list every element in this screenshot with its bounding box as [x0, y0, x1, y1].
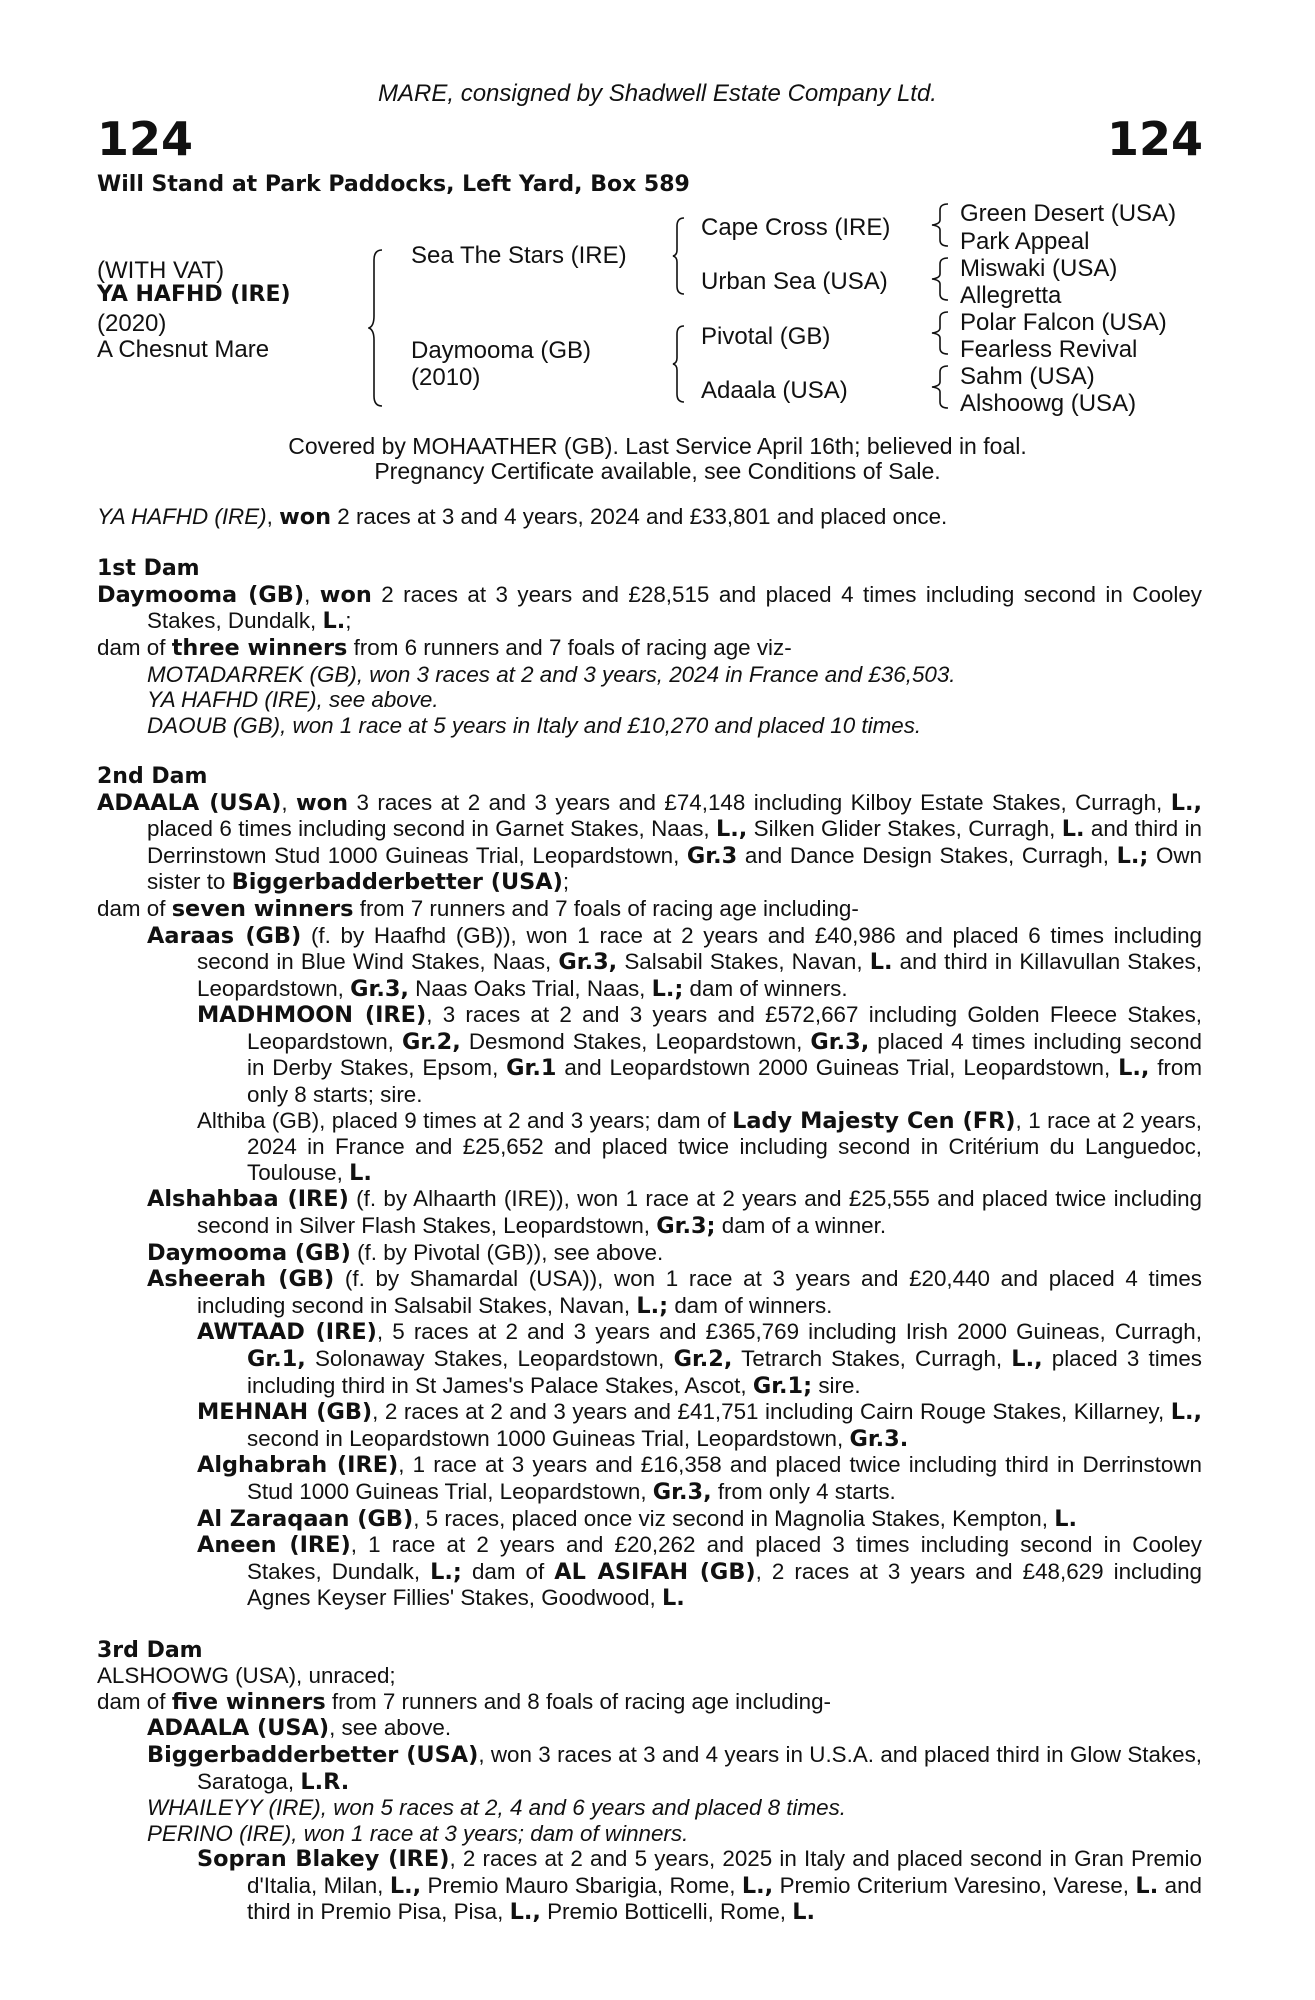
produce-ya-hafhd: YA HAFHD (IRE), see above.	[147, 687, 439, 713]
second-dam-heading: 2nd Dam	[97, 763, 208, 789]
produce-althiba: Althiba (GB), placed 9 times at 2 and 3 years; dam of Lady Majesty Cen (FR), 1 race at 2 years, 2024 in France and £25,652 and placed twice including second in Critérium du Languedoc, Toulouse, L.	[197, 1107, 1202, 1186]
g3-fearless-revival: Fearless Revival	[960, 336, 1138, 363]
second-dam-produce: dam of seven winners from 7 runners and 7 foals of racing age including-	[97, 895, 859, 922]
produce-asheerah: Asheerah (GB) (f. by Shamardal (USA)), won 1 race at 3 years and £20,440 and placed 4 times including second in Salsabil Stakes, Navan, L.; dam of winners.	[147, 1266, 1202, 1319]
lot-number-left: 124	[97, 112, 194, 166]
certificate-line: Pregnancy Certificate available, see Conditions of Sale.	[374, 458, 941, 484]
produce-madhmoon: MADHMOON (IRE), 3 races at 2 and 3 years and £572,667 including Golden Fleece Stakes, Leopardstown, Gr.2, Desmond Stakes, Leopardstown, Gr.3, placed 4 times including second in Derby Stakes, Epsom, Gr.1 and Leopardstown 2000 Guineas Trial, Leopardstown, L., from only 8 starts; sire.	[197, 1002, 1202, 1108]
dam-dam: Adaala (USA)	[701, 377, 848, 404]
covering-line: Covered by MOHAATHER (GB). Last Service April 16th; believed in foal.	[288, 433, 1027, 459]
first-dam-heading: 1st Dam	[97, 556, 200, 582]
produce-al-zaraqaan: Al Zaraqaan (GB), 5 races, placed once viz second in Magnolia Stakes, Kempton, L.	[197, 1505, 1077, 1532]
dam: Daymooma (GB)	[411, 337, 592, 364]
consignment-line: MARE, consigned by Shadwell Estate Company Ltd.	[378, 80, 937, 107]
race-summary: YA HAFHD (IRE), won 2 races at 3 and 4 years, 2024 and £33,801 and placed once.	[97, 504, 948, 530]
g3-park-appeal: Park Appeal	[960, 228, 1090, 255]
third-dam-heading: 3rd Dam	[97, 1637, 203, 1663]
second-dam-record: ADAALA (USA), won 3 races at 2 and 3 years and £74,148 including Kilboy Estate Stakes, Curragh, L., placed 6 times including second in Garnet Stakes, Naas, L., Silken Glider Stakes, Curragh, L. and third in Derrinstown Stud 1000 Guineas Trial, Leopardstown, Gr.3 and Dance Design Stakes, Curragh, L.; Own sister to Biggerbadderbetter (USA);	[97, 789, 1202, 896]
produce-alghabrah: Alghabrah (IRE), 1 race at 3 years and £16,358 and placed twice including third in Derrinstown Stud 1000 Guineas Trial, Leopardstown, Gr.3, from only 4 starts.	[197, 1452, 1202, 1505]
g3-sahm: Sahm (USA)	[960, 363, 1095, 390]
produce-aaraas: Aaraas (GB) (f. by Haafhd (GB)), won 1 race at 2 years and £40,986 and placed 6 times including second in Blue Wind Stakes, Naas, Gr.3, Salsabil Stakes, Navan, L. and third in Killavullan Stakes, Leopardstown, Gr.3, Naas Oaks Trial, Naas, L.; dam of winners.	[147, 922, 1202, 1002]
pedigree-brace-main	[368, 248, 388, 408]
produce-daoub: DAOUB (GB), won 1 race at 5 years in Italy and £10,270 and placed 10 times.	[147, 712, 922, 738]
vat-note: (WITH VAT)	[97, 257, 225, 284]
third-dam-produce: dam of five winners from 7 runners and 8 foals of racing age including-	[97, 1688, 831, 1715]
produce-daymooma: Daymooma (GB) (f. by Pivotal (GB)), see above.	[147, 1239, 664, 1266]
sire-dam: Urban Sea (USA)	[701, 268, 888, 295]
catalogue-body	[97, 504, 1202, 1926]
horse-year: (2020)	[97, 310, 167, 337]
produce-whaileyy: WHAILEYY (IRE), won 5 races at 2, 4 and 6 years and placed 8 times.	[147, 1795, 847, 1821]
g3-miswaki: Miswaki (USA)	[960, 255, 1118, 282]
horse-name: YA HAFHD (IRE)	[97, 282, 291, 307]
sire: Sea The Stars (IRE)	[411, 242, 627, 269]
g3-allegretta: Allegretta	[960, 282, 1062, 309]
produce-mehnah: MEHNAH (GB), 2 races at 2 and 3 years and £41,751 including Cairn Rouge Stakes, Killarney, L., second in Leopardstown 1000 Guineas Trial, Leopardstown, Gr.3.	[197, 1399, 1202, 1452]
pedigree-braces-g3	[928, 200, 952, 422]
produce-biggerbadderbetter: Biggerbadderbetter (USA), won 3 races at 3 and 4 years in U.S.A. and placed third in Glow Stakes, Saratoga, L.R.	[147, 1741, 1202, 1795]
produce-adaala: ADAALA (USA), see above.	[147, 1715, 452, 1742]
g3-polar-falcon: Polar Falcon (USA)	[960, 309, 1167, 336]
dam-year: (2010)	[411, 364, 481, 391]
produce-perino: PERINO (IRE), won 1 race at 3 years; dam of winners.	[147, 1820, 689, 1846]
produce-alshahbaa: Alshahbaa (IRE) (f. by Alhaarth (IRE)), won 1 race at 2 years and £25,555 and placed twice including second in Silver Flash Stakes, Leopardstown, Gr.3; dam of a winner.	[147, 1186, 1202, 1240]
pedigree-brace-sire	[672, 216, 688, 296]
first-dam-record: Daymooma (GB), won 2 races at 3 years and £28,515 and placed 4 times including second in Cooley Stakes, Dundalk, L.;	[97, 581, 1202, 635]
g3-green-desert: Green Desert (USA)	[960, 200, 1177, 227]
g3-alshoowg: Alshoowg (USA)	[960, 390, 1137, 417]
location-line: Will Stand at Park Paddocks, Left Yard, Box 589	[97, 172, 690, 197]
third-dam-record: ALSHOOWG (USA), unraced;	[97, 1663, 396, 1689]
produce-awtaad: AWTAAD (IRE), 5 races at 2 and 3 years and £365,769 including Irish 2000 Guineas, Curragh, Gr.1, Solonaway Stakes, Leopardstown, Gr.2, Tetrarch Stakes, Curragh, L., placed 3 times including third in St James's Palace Stakes, Ascot, Gr.1; sire.	[197, 1319, 1202, 1399]
lot-number-right: 124	[1106, 112, 1203, 166]
first-dam-produce: dam of three winners from 6 runners and 7 foals of racing age viz-	[97, 634, 792, 661]
dam-sire: Pivotal (GB)	[701, 323, 831, 350]
produce-motadarrek: MOTADARREK (GB), won 3 races at 2 and 3 years, 2024 in France and £36,503.	[147, 661, 956, 687]
pedigree-brace-dam	[672, 324, 688, 404]
sire-sire: Cape Cross (IRE)	[701, 214, 891, 241]
produce-aneen: Aneen (IRE), 1 race at 2 years and £20,262 and placed 3 times including second in Cooley Stakes, Dundalk, L.; dam of AL ASIFAH (GB), 2 races at 3 years and £48,629 including Agnes Keyser Fillies' Stakes, Goodwood, L.	[197, 1532, 1202, 1612]
horse-description: A Chesnut Mare	[97, 336, 270, 363]
produce-sopran-blakey: Sopran Blakey (IRE), 2 races at 2 and 5 years, 2025 in Italy and placed second in Gran Premio d'Italia, Milan, L., Premio Mauro Sbarigia, Rome, L., Premio Criterium Varesino, Varese, L. and third in Premio Pisa, Pisa, L., Premio Botticelli, Rome, L.	[197, 1846, 1202, 1926]
